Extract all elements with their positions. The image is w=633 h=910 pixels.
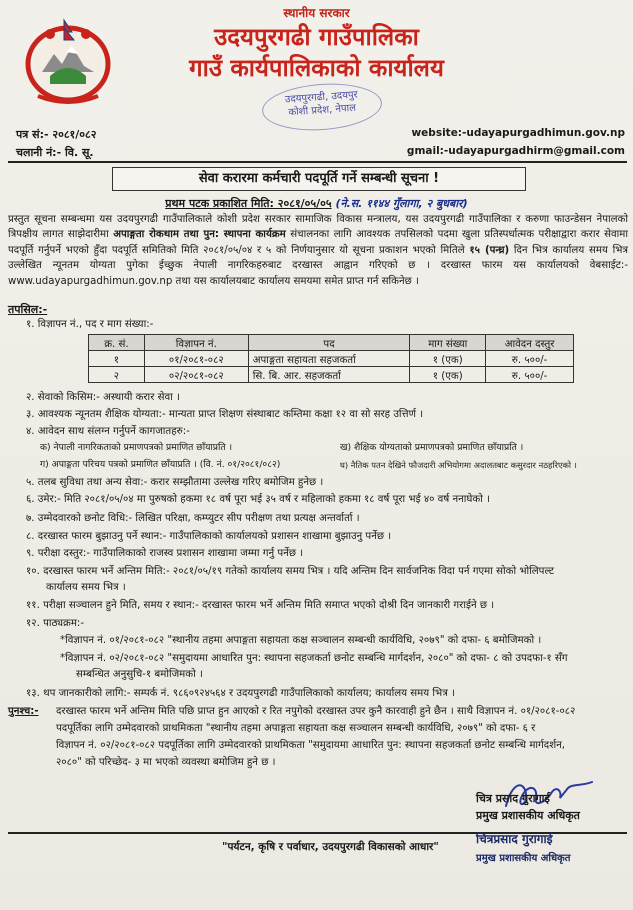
intro-part-1: प्रस्तुत सूचना सम्बन्धमा यस उदयपुरगढी गाउँपालिकाले कोशी प्रदेश सरकार सामाजिक विकास मन्त्रालय, यस उदयपुरगढी गाउँपालिका र करुणा फाउन्डेसन नेपालको त्रिपक्षीय लागत साझेदारीमा — [8, 214, 628, 241]
stamp-line-2: कोशी प्रदेश, नेपाल — [288, 102, 357, 119]
pubdate-prefix: प्रथम पटक प्रकाशित मिति: २०८१/०५/०५ — [165, 197, 332, 210]
header-top-label: स्थानीय सरकार — [283, 6, 350, 20]
item-12: १२. पाठ्यक्रम:- — [26, 618, 85, 629]
publication-date — [0, 196, 633, 211]
item-11: ११. परीक्षा सञ्चालन हुने मिति, समय र स्थान:- दरखास्त फारम भर्ने अन्तिम मिति समाप्त भएको दोश्री दिन जानकारी गराईने छ । — [26, 600, 495, 611]
notice-title: सेवा करारमा कर्मचारी पदपूर्ति गर्ने सम्बन्धी सूचना ! — [112, 167, 526, 191]
footer-stamp-role: प्रमुख प्रशासकीय अधिकृत — [476, 853, 571, 864]
item-7: ७. उम्मेदवारको छनोट विधि:- लिखित परिक्षा, कम्प्युटर सीप परीक्षण तथा प्रत्यक्ष अन्तर्वार्ता । — [26, 513, 360, 524]
item-4-kha: ख) शैक्षिक योग्यताको प्रमाणपत्रको प्रमाणित छाँयाप्रति । — [340, 442, 524, 453]
punashcha-label: पुनश्च:- — [8, 706, 39, 717]
office-stamp — [261, 80, 384, 134]
item-5: ५. तलब सुविधा तथा अन्य सेवा:- करार सम्झौतामा उल्लेख गरिए बमोजिम हुनेछ । — [26, 477, 324, 488]
item-12-syllabus-2-line-2: सम्बन्धित अनुसुचि-१ बमोजिमको । — [76, 669, 203, 680]
pubdate-handwritten: (ने.स. ११४४ गुँलागा, २ बुधबार) — [335, 197, 468, 210]
item-3: ३. आवश्यक न्यूनतम शैक्षिक योग्यता:- मान्यता प्राप्त शिक्षण संस्थाबाट कम्तिमा कक्षा १२ वा सो सरह उत्तिर्ण । — [26, 409, 424, 420]
tapsil-label: तपसिल:- — [8, 303, 48, 316]
website-text: website:-udayapurgadhimun.gov.np — [411, 127, 625, 139]
cell-post: अपाङ्गता सहायता सहजकर्ता — [248, 351, 410, 367]
cell-serial: २ — [89, 367, 145, 383]
letter-number: पत्र सं:- २०८१/०८२ — [16, 128, 97, 141]
col-header-demand: माग संख्या — [410, 335, 486, 351]
signatory-name: चित्र प्रसाद गुरागाई — [476, 792, 550, 805]
cell-fee: रु. ५००/- — [486, 351, 574, 367]
item-4-ga: ग) अपाङ्गता परिचय पत्रको प्रमाणित छाँयाप्रति । (वि. नं. ०१/२०८१/०८२) — [40, 459, 281, 470]
item-10-line-1: १०. दरखास्त फारम भर्ने अन्तिम मिति:- २०८१/०५/१९ गतेको कार्यालय समय भित्र । यदि अन्तिम दिन सार्वजनिक विदा पर्न गएमा सोको भोलिपल्ट — [26, 566, 555, 577]
item-2: २. सेवाको किसिम:- अस्थायी करार सेवा । — [26, 392, 180, 403]
item-4-gha: घ) नैतिक पतन देखिने फौजदारी अभियोगमा अदालतबाट कसुरदार नठहरिएको । — [340, 460, 577, 470]
header-divider — [8, 161, 627, 163]
item-9: ९. परीक्षा दस्तुर:- गाउँपालिकाको राजस्व प्रशासन शाखामा जम्मा गर्नु पर्नेछ । — [26, 548, 304, 559]
punashcha-line-4: २०८०" को परिच्छेद- ३ मा भएको व्यवस्था बमोजिम हुने छ । — [56, 757, 276, 768]
cell-demand: १ (एक) — [410, 367, 486, 383]
gmail-text: gmail:-udayapurgadhirm@gmail.com — [406, 145, 625, 157]
cell-post: सि. बि. आर. सहजकर्ता — [248, 367, 410, 383]
header-municipality-name: उदयपुरगढी गाउँपालिका — [214, 23, 419, 51]
signatory-role: प्रमुख प्रशासकीय अधिकृत — [476, 809, 580, 822]
item-12-syllabus-2-line-1: *विज्ञापन नं. ०२/२०८१-०८२ "समुदायमा आधारित पुन: स्थापना सहजकर्ता छनोट सम्बन्धि मार्गदर्शन, २०८०" को दफा- ८ को उपदफा-१ सँग — [60, 653, 568, 664]
header-office-name: गाउँ कार्यपालिकाको कार्यालय — [189, 54, 444, 82]
punashcha-line-1: दरखास्त फारम भर्ने अन्तिम मिति पछि प्राप्त हुन आएको र रित नपुगेको दरखास्त उपर कुनै कारवाही हुने छैन । साथै विज्ञापन नं. ०१/२०८१-०८२ — [56, 706, 576, 717]
item-4-ka: क) नेपाली नागरिकताको प्रमाणपत्रको प्रमाणित छाँयाप्रति । — [40, 442, 233, 453]
item-12-syllabus-1: *विज्ञापन नं. ०१/२०८१-०८२ "स्थानीय तहमा अपाङ्गता सहायता कक्ष सञ्चालन सम्बन्धी कार्यविधि, २०७९" को दफा- ६ बमोजिमको । — [60, 635, 542, 646]
item-6: ६. उमेर:- मिति २०८१/०५/०४ मा पुरुषको हकमा १८ वर्ष पूरा भई ३५ वर्ष र महिलाको हकमा १८ वर्ष पूरा भई ४० वर्ष ननाघेको । — [26, 494, 490, 505]
table-header-row — [89, 335, 574, 351]
dispatch-number: चलानी नं:- वि. सू. — [16, 146, 94, 159]
footer-slogan: "पर्यटन, कृषि र पर्वाधार, उदयपुरगढी विकासको आधार" — [222, 841, 439, 853]
punashcha-line-3: विज्ञापन नं. ०२/२०८१-०८२ पदपूर्तिका लागि उम्मेदवारको प्राथमिकता "समुदायमा आधारित पुन: स्थापना सहजकर्ता छनोट सम्बन्धि मार्गदर्शन, — [56, 740, 566, 751]
cell-adv-no: ०१/२०८१-०८२ — [144, 351, 248, 367]
intro-part-3: दिन भित्र कार्यालय समय भित्र उल्लेखित न्यूनतम योग्यता पुगेका ईच्छुक नेपाली नागरिकहरुबाट दरखास्त आह्वान गरिएको छ । दरखास्त फारम यस कार्यालयको वेबसाईट:- www.udayapurgadhimun.gov.np तथा यस कार्यालयबाट कार्यालय समयमा समेत प्राप्त गर्न सकिनेछ । — [8, 244, 628, 287]
col-header-post: पद — [248, 335, 410, 351]
footer-stamp-name: चित्रप्रसाद गुरागाई — [476, 832, 553, 846]
intro-program-name: अपाङ्गता रोकथाम तथा पुन: स्थापना कार्यक्रम — [113, 229, 286, 241]
intro-days: १५ (पन्ध्र) — [469, 244, 510, 256]
item-1: १. विज्ञापन नं., पद र माग संख्या:- — [26, 319, 154, 330]
cell-demand: १ (एक) — [410, 351, 486, 367]
vacancy-table — [88, 334, 574, 383]
col-header-fee: आवेदन दस्तुर — [486, 335, 574, 351]
table-row — [89, 351, 574, 367]
intro-part-2: संचालनका लागि आवश्यक तपसिलको पदमा खुला प्रतिस्पर्धात्मक परीक्षाद्वारा करार सेवामा पदपूर्ति गर्नुपर्ने भएको हुँदा पदपूर्ति समितिको मिति २०८१/०५/०४ र ५ को निर्णयानुसार यो सूचना प्रकाशन भएको मितिले — [8, 229, 629, 256]
col-header-serial: क्र. सं. — [89, 335, 145, 351]
punashcha-line-2: पदपूर्तिका लागि उम्मेदवारको प्राथमिकता "स्थानीय तहमा अपाङ्गता सहायता कक्ष सञ्चालन सम्बन्धी कार्यविधि, २०७९" को दफा- ६ र — [56, 723, 536, 734]
stamp-line-1: उदयपुरगढी, उदयपुर — [284, 89, 359, 106]
table-row — [89, 367, 574, 383]
col-header-adv-no: विज्ञापन नं. — [144, 335, 248, 351]
cell-adv-no: ०२/२०८१-०८२ — [144, 367, 248, 383]
item-4: ४. आवेदन साथ संलग्न गर्नुपर्ने कागजातहरु:- — [26, 426, 190, 437]
item-8: ८. दरखास्त फारम बुझाउनु पर्ने स्थान:- गाउँपालिकाको कार्यालयको प्रशासन शाखामा बुझाउनु पर्नेछ । — [26, 531, 392, 542]
intro-paragraph — [8, 212, 628, 289]
cell-fee: रु. ५००/- — [486, 367, 574, 383]
item-13: १३. थप जानकारीको लागि:- सम्पर्क नं. ९८६०९२४५६४ र उदयपुरगढी गाउँपालिकाको कार्यालय; कार्यालय समय भित्र । — [26, 688, 455, 699]
cell-serial: १ — [89, 351, 145, 367]
item-10-line-2: कार्यालय समय भित्र । — [46, 582, 126, 593]
